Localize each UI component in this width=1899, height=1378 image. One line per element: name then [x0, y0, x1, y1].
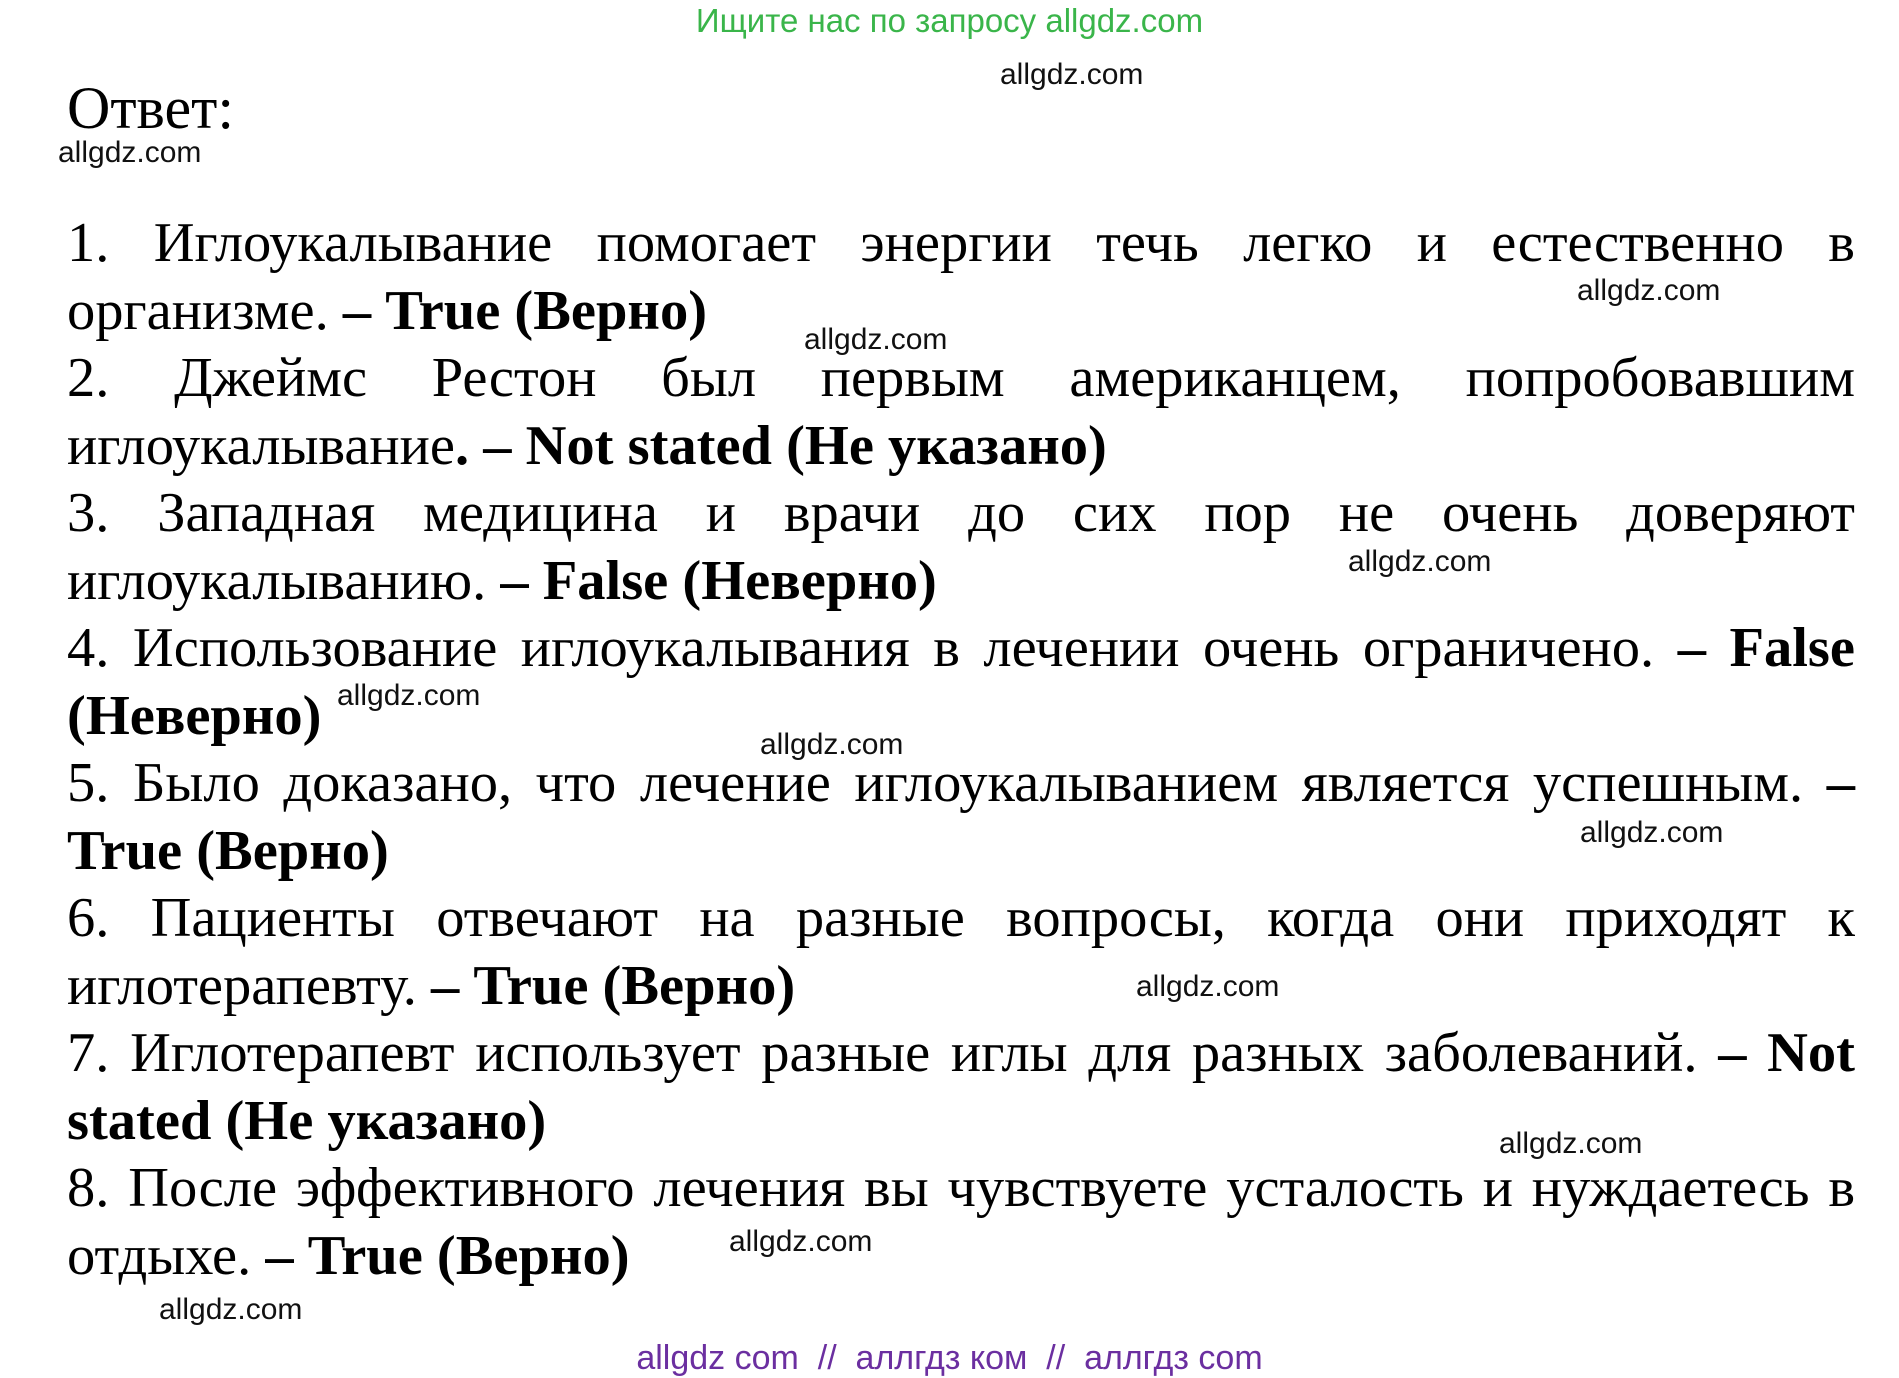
answer-item-4	[67, 615, 1855, 750]
statement-text: 6. Пациенты отвечают на разные вопросы, когда они приходят к иглотерапевту.	[67, 887, 1855, 1017]
statement-text: 1. Иглоукалывание помогает энергии течь легко и естественно в организме.	[67, 212, 1855, 342]
statement-text: 4. Использование иглоукалывания в лечении очень ограничено.	[67, 617, 1655, 679]
statement-text: 5. Было доказано, что лечение иглоукалыванием является успешным.	[67, 752, 1804, 814]
answer-item-6	[67, 885, 1855, 1020]
answer-verdict: – False (Неверно)	[500, 549, 937, 612]
watermark: allgdz.com	[337, 679, 481, 712]
answer-item-8	[67, 1155, 1855, 1290]
answer-verdict: – True (Верно)	[430, 954, 796, 1017]
watermark: allgdz.com	[1348, 545, 1492, 578]
statement-text: 8. После эффективного лечения вы чувствуете усталость и нуждаетесь в отдыхе.	[67, 1157, 1855, 1287]
watermark: allgdz.com	[1000, 58, 1144, 91]
watermark: allgdz.com	[1499, 1127, 1643, 1160]
answer-verdict: – False (Неверно)	[67, 617, 1855, 747]
answer-item-3	[67, 480, 1855, 615]
watermark: allgdz.com	[729, 1225, 873, 1258]
watermark: allgdz.com	[58, 136, 202, 169]
statement-text: 2. Джеймс Рестон был первым американцем, попробовавшим иглоукалывание	[67, 347, 1855, 477]
watermark: allgdz.com	[760, 728, 904, 761]
footer-links: allgdz com // аллгдз ком // аллгдз com	[636, 1339, 1263, 1377]
answer-item-2	[67, 345, 1855, 480]
watermark: allgdz.com	[159, 1293, 303, 1326]
answer-verdict: – Not stated (Не указано)	[67, 1022, 1855, 1152]
answer-verdict: – True (Верно)	[342, 279, 708, 342]
answer-heading: Ответ:	[67, 75, 235, 141]
watermark: allgdz.com	[1577, 274, 1721, 307]
answer-verdict: – True (Верно)	[265, 1224, 630, 1287]
answer-verdict: . – Not stated (Не указано)	[454, 414, 1107, 477]
statement-text: 3. Западная медицина и врачи до сих пор не очень доверяют иглоукалыванию.	[67, 482, 1855, 612]
statement-text: 7. Иглотерапевт использует разные иглы для разных заболеваний.	[67, 1022, 1698, 1084]
answer-verdict: – True (Верно)	[67, 752, 1855, 882]
top-banner: Ищите нас по запросу allgdz.com	[695, 2, 1204, 39]
watermark: allgdz.com	[804, 323, 948, 356]
watermark: allgdz.com	[1136, 970, 1280, 1003]
watermark: allgdz.com	[1580, 816, 1724, 849]
